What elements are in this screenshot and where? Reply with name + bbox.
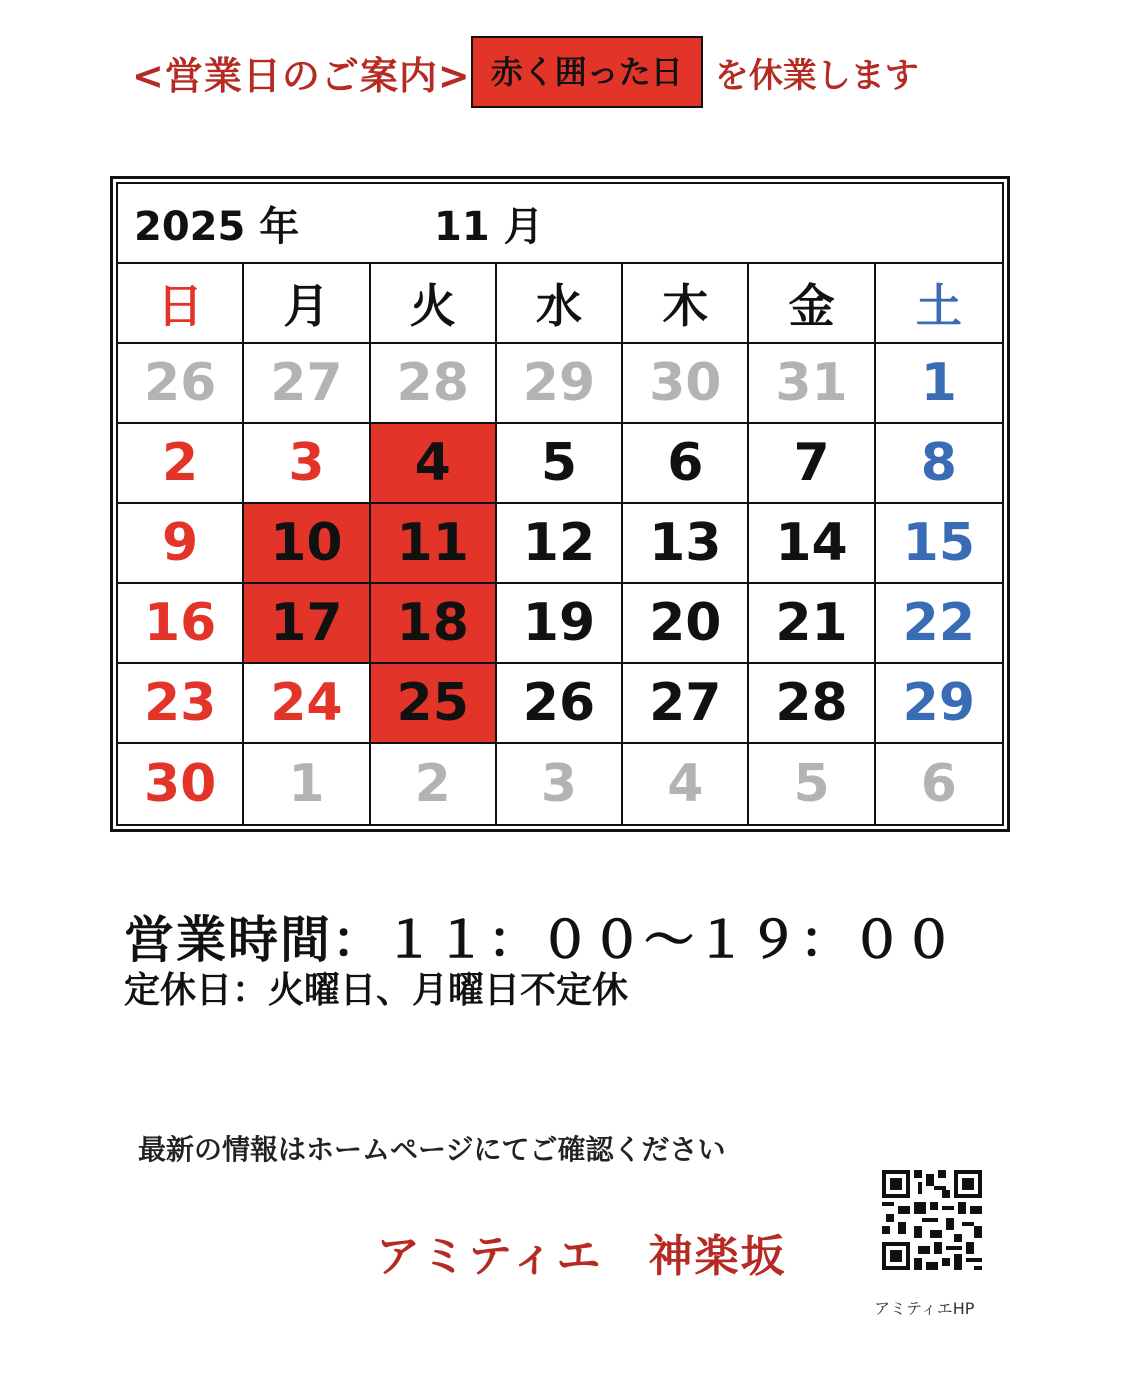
header-lead: <営業日のご案内> — [132, 53, 471, 98]
weekday-header: 金 — [749, 264, 875, 344]
calendar-day-closed: 4 — [371, 424, 497, 504]
calendar-day: 29 — [876, 664, 1002, 744]
calendar-grid — [118, 264, 1002, 824]
calendar-day: 15 — [876, 504, 1002, 584]
calendar-day: 9 — [118, 504, 244, 584]
calendar-title — [118, 184, 1002, 264]
calendar-day: 30 — [118, 744, 244, 824]
calendar-day: 27 — [623, 664, 749, 744]
shop-name: アミティエ 神楽坂 — [376, 1231, 787, 1282]
calendar-month: 11 月 — [434, 203, 544, 250]
calendar-day: 23 — [118, 664, 244, 744]
calendar-day: 14 — [749, 504, 875, 584]
weekday-header: 火 — [371, 264, 497, 344]
calendar-day: 3 — [497, 744, 623, 824]
calendar-day-closed: 25 — [371, 664, 497, 744]
qr-code-icon[interactable] — [882, 1170, 982, 1270]
weekday-header: 水 — [497, 264, 623, 344]
calendar-day: 28 — [749, 664, 875, 744]
calendar-day: 31 — [749, 344, 875, 424]
calendar-day: 8 — [876, 424, 1002, 504]
qr-code-label: アミティエHP — [874, 1299, 975, 1318]
calendar-day: 20 — [623, 584, 749, 664]
calendar-day: 16 — [118, 584, 244, 664]
calendar-day: 5 — [497, 424, 623, 504]
calendar-day-closed: 18 — [371, 584, 497, 664]
closed-days-legend: 赤く囲った日 — [471, 36, 703, 108]
regular-holidays: 定休日：火曜日、月曜日不定休 — [124, 970, 629, 1011]
calendar-day: 27 — [244, 344, 370, 424]
calendar-day: 12 — [497, 504, 623, 584]
calendar-day: 2 — [118, 424, 244, 504]
calendar-day-closed: 11 — [371, 504, 497, 584]
weekday-header: 木 — [623, 264, 749, 344]
calendar-day: 19 — [497, 584, 623, 664]
business-hours: 営業時間：１１：００～１９：００ — [124, 911, 956, 969]
calendar-day: 4 — [623, 744, 749, 824]
calendar-day-closed: 10 — [244, 504, 370, 584]
calendar-day: 13 — [623, 504, 749, 584]
calendar-day: 28 — [371, 344, 497, 424]
weekday-header: 土 — [876, 264, 1002, 344]
calendar-inner — [116, 182, 1004, 826]
header-tail: を休業します — [714, 55, 919, 96]
calendar-day: 7 — [749, 424, 875, 504]
calendar-day: 26 — [497, 664, 623, 744]
calendar-day: 2 — [371, 744, 497, 824]
website-notice: 最新の情報はホームページにてご確認ください — [138, 1133, 726, 1166]
calendar-day: 24 — [244, 664, 370, 744]
weekday-header: 月 — [244, 264, 370, 344]
calendar-day: 30 — [623, 344, 749, 424]
calendar-day: 1 — [876, 344, 1002, 424]
calendar — [110, 176, 1010, 832]
calendar-day-closed: 17 — [244, 584, 370, 664]
calendar-year: 2025 年 — [134, 203, 300, 250]
calendar-day: 6 — [920, 754, 957, 814]
calendar-day: 6 — [623, 424, 749, 504]
calendar-day: 1 — [244, 744, 370, 824]
weekday-header: 日 — [118, 264, 244, 344]
header — [132, 36, 919, 108]
calendar-day: 22 — [876, 584, 1002, 664]
calendar-day: 3 — [244, 424, 370, 504]
calendar-day: 5 — [749, 744, 875, 824]
calendar-day: 26 — [118, 344, 244, 424]
calendar-day: 29 — [497, 344, 623, 424]
calendar-day: 21 — [749, 584, 875, 664]
